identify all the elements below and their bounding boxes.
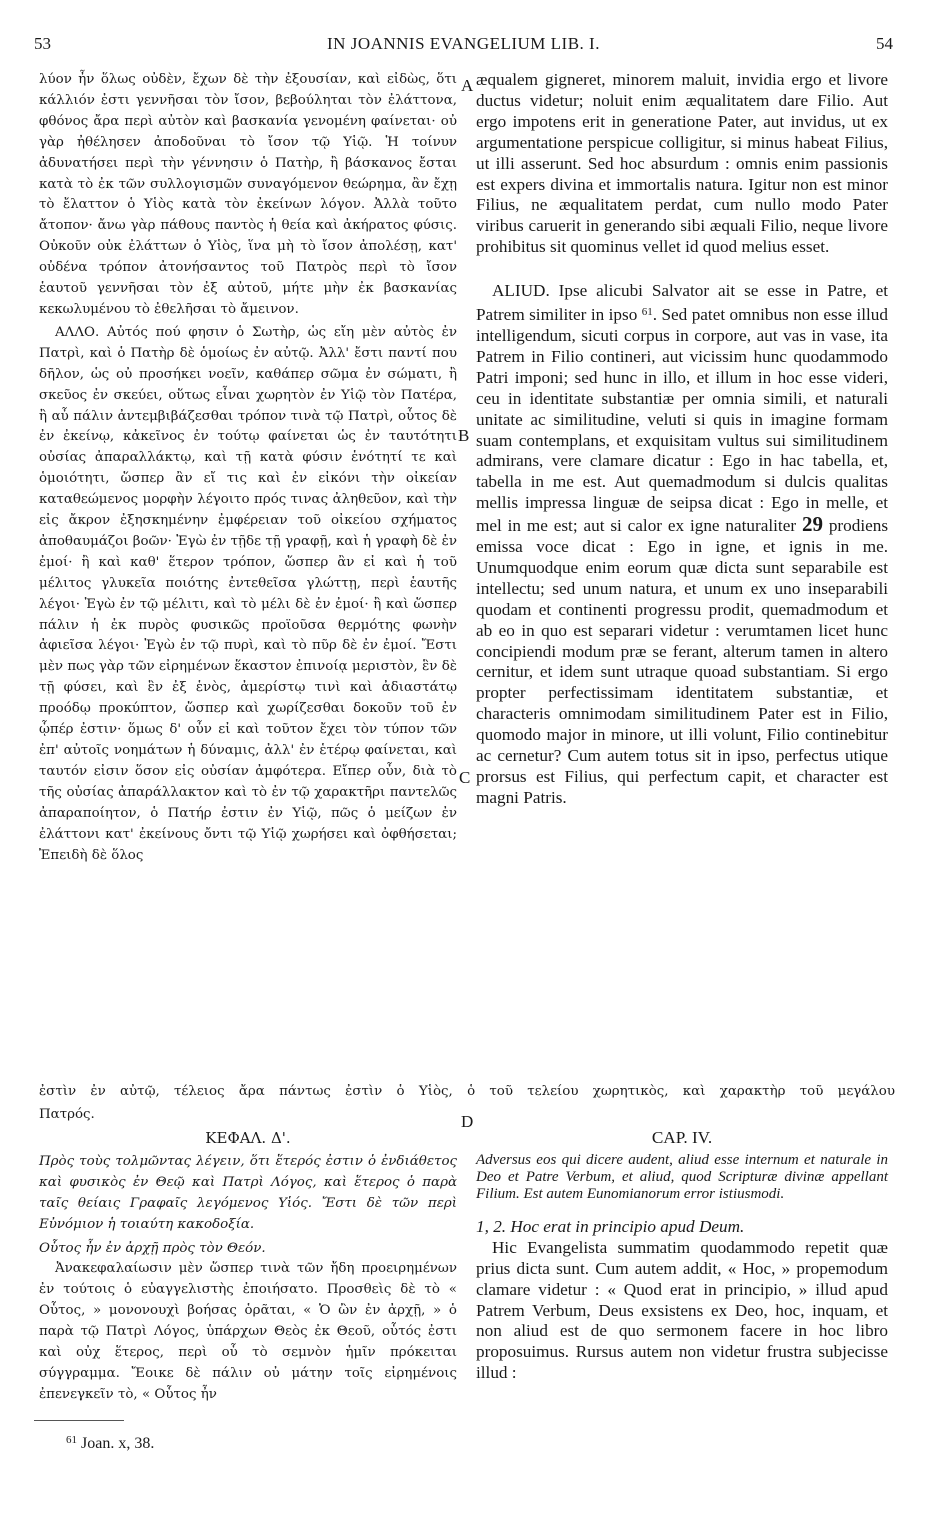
greek-paragraph: λύον ἦν ὅλως οὐδὲν, ἔχων δὲ τὴν ἐξουσίαν, καὶ εἰδὼς, ὅτι κάλλιόν ἐστι γεννῆσαι τὸν ἴσον, βεβούληται τὸν ἐλάττονα, φθόνος ἄρα περὶ αὐτὸν καὶ βασκανία γενομένη φαίνεται· οὐ γὰρ ἠθέλησεν ἀποδοῦναι τὸ ἴσον τῷ Υἱῷ. Ἡ τοίνυν ἀδυνατήσει περὶ τὴν γέννησιν ὁ Πατὴρ, ἢ βάσκανος ἔσται κατὰ τὸ ἐκ τῶν συλλογισμῶν συναγόμενον θεώρημα, ἂν ἔχῃ τὸ ἔλαττον ὁ Υἱὸς κατὰ τὸν ἐκείνων λόγον. Ἀλλὰ τοῦτο ἄτοπον· ἄνω γὰρ πάθους παντὸς ἡ θεία καὶ ἀκήρατος φύσις. Οὐκοῦν οὐκ ἐλάττων ὁ Υἱὸς, ἵνα μὴ τὸ ἴσον ἀπολέσῃ, κατ' οὐδένα τρόπον ἀτονήσαντος τοῦ Πατρὸς περὶ τὸ ἴσον ἑαυτοῦ γεννῆσαι τὸν ἐξ αὐτοῦ, μήτε μὴν ἐκ βασκανίας κεκωλυμένου τὸ ἐθελῆσαι τὸ ἄμεινον. bbox=[39, 72, 457, 317]
footnote-text: Joan. x, 38. bbox=[81, 1435, 155, 1452]
footnote bbox=[66, 1434, 154, 1453]
latin-chapter-title: CAP. IV. bbox=[651, 1128, 713, 1147]
latin-verse: 1, 2. Hoc erat in principio apud Deum. bbox=[476, 1216, 745, 1236]
footnote-number: 61 bbox=[66, 1434, 77, 1446]
footnote-divider bbox=[34, 1420, 124, 1421]
footnote-reference: 61 bbox=[641, 306, 653, 319]
running-header bbox=[34, 34, 893, 60]
page-number-right: 54 bbox=[876, 34, 893, 53]
latin-column bbox=[476, 70, 888, 809]
margin-letter-b: B bbox=[458, 426, 470, 445]
latin-paragraph: æqualem gigneret, minorem maluit, invidia ergo et livore ductus videtur; noluit enim æqualitatem dare Filio. Aut ergo impotens erit in generatione Pater, aut invidus, ut ex argumentatione perspicue colligitur, si minus habeat Filius, ut illi asserunt. Sed hoc absurdum : omnis enim passionis est expers divina et immortalis natura. Igitur non est minor Filius, ne æqualitatem perdat, cum nullo modo Pater viribus caruerit in generando sibi æquali Filio, neque livore prohibitus sit quominus vellet id quod melius esset. bbox=[476, 70, 888, 257]
greek-chapter-heading: Πρὸς τοὺς τολμῶντας λέγειν, ὅτι ἕτερός ἐστιν ὁ ἐνδιάθετος καὶ φυσικὸς ἐν Θεῷ καὶ Πατρὶ Λόγος, καὶ ἕτερος ὁ παρὰ ταῖς θείαις Γραφαῖς λεγόμενος Υἱός. Ἔστι δὲ τῶν περὶ Εὐνόμιον ἡ τοιαύτη κακοδοξία. bbox=[39, 1153, 457, 1232]
latin-paragraph: Hic Evangelista summatim quodammodo repetit quæ prius dicta sunt. Cum autem addit, « Hoc, » propemodum clamare videtur : « Quod erat in principio, » illud apud Patrem Verbum, Deus exsistens ex Deo, hoc, inquam, et non aliud est de quo sermonem facere in hoc libro proposuimus. Rursus autem non videtur frustra subjecisse illud : bbox=[476, 1237, 888, 1383]
greek-paragraph: Ἀνακεφαλαίωσιν μὲν ὥσπερ τινὰ τῶν ἤδη προειρημένων ἐν τούτοις ὁ εὐαγγελιστὴς ἐποιήσατο. Προσθεὶς δὲ τὸ « Οὗτος, » μονονουχὶ βοήσας ὁρᾶται, « Ὁ ὢν ἐν ἀρχῇ, » ὁ παρὰ τῷ Πατρὶ Λόγος, ὑπάρχων Θεὸς ἐκ Θεοῦ, οὗτός ἐστι καὶ οὐχ ἕτερος, περὶ οὗ τὸ σεμνὸν ἡμῖν πρόκειται σύγγραμμα. Ἔοικε δὲ πάλιν οὐ μάτην τοῖς εἰρημένοις ἐπενεγκεῖν τὸ, « Οὗτος ἦν bbox=[39, 1261, 457, 1402]
greek-verse: Οὗτος ἦν ἐν ἀρχῇ πρὸς τὸν Θεόν. bbox=[39, 1240, 266, 1256]
latin-paragraph: ALIUD. Ipse alicubi Salvator ait se esse in Patre, et Patrem similiter in ipso $^{61}$. Sed patet omnibus non esse illud intelligendum, sicuti corpus in corpore, aut vas in vase, ita Patrem in Filio contineri, aut vicissim hunc quodammodo Patri imponi; sed hunc in illo, et illum in hoc esse videri, ceu in identitate substantiæ per omnia simili, et naturali unitate ac similitudine, veluti si quis in imagine formam suam contemplans, et exquisitam vultus sui similitudinem admirans, vere clamare dicatur : Ego in hac tabella, et, tabella in me est. Aut quemadmodum si dulcis qualitas mellis impressa linguæ de seipsa dicat : Ego in melle, et mel in me est; aut si calor ex igne naturaliter 29 prodiens emissa voce dicat : Ego in igne, et ignis in me. Unumquodque enim eorum quæ dicta sunt separabile est intellectu; sed unum natura, et unum ex uno inseparabili quodam et continenti progressu prodit, quemadmodum et ab eo in quo est separari videtur : verumtamen licet hunc concipiendi modum præ se ferant, alterum tamen in altero cernitur, et idem sunt utraque quoad substantiam. Si ergo propter perfectissimam identitatem substantiæ, et characteris omnimodam similitudinem Pater est in Filio, quomodo major in minore, ut illi volunt, Filio continebitur ac cernetur? Cum autem totus sit in ipso, perfectus utique prorsus est Filius, qui perfectum capit, et character est magni Patris. bbox=[476, 281, 889, 807]
page-number-left: 53 bbox=[34, 34, 51, 53]
greek-column bbox=[39, 70, 457, 866]
latin-chapter-heading: Adversus eos qui dicere audent, aliud esse internum et naturale in Deo et Patre Verbum, et aliud, quod Scripturæ divinæ appellant Filium. Est autem Eunomianorum error istiusmodi. bbox=[476, 1151, 888, 1202]
latin-chapter bbox=[476, 1128, 888, 1384]
column-number: 29 bbox=[801, 512, 823, 537]
running-title: IN JOANNIS EVANGELIUM LIB. I. bbox=[327, 34, 600, 53]
margin-letter-a: A bbox=[461, 76, 474, 95]
margin-letter-d: D bbox=[461, 1112, 474, 1131]
greek-paragraph: ΑΛΛΟ. Αὐτός πού φησιν ὁ Σωτὴρ, ὡς εἴη μὲν αὐτὸς ἐν Πατρὶ, καὶ ὁ Πατὴρ δὲ ὁμοίως ἐν αὐτῷ. Ἀλλ' ἔστι παντί που δῆλον, ὡς οὐ προσήκει νοεῖν, καθάπερ σῶμα ἐν σώματι, ἢ σκεῦος ἐν σκεύει, οὕτως εἶναι χωρητὸν ἐν Υἱῷ τὸν Πατέρα, ἢ αὖ πάλιν ἀντεμβιβάζεσθαι τρόπον τινὰ τῷ Πατρὶ, οὗτος δὲ ἐν ἐκείνῳ, κἀκεῖνος ἐν τούτῳ φαίνεται ὡς ἐν ταυτότητι οὐσίας ἀπαραλλάκτῳ, καὶ τῇ κατὰ φύσιν ἑνότητί τε καὶ ὁμοιότητι, ὥσπερ ἂν εἴ τις καὶ ἐν εἰκόνι τὴν οἰκείαν καταθεώμενος μορφὴν λέγοιτο πρός τινας ἀληθεῦον, καὶ τὴν εἰς ἄκρον ἐξησκημένην ἐμφέρειαν τοῦ οἰκείου σχήματος ἀποθαυμάζοι βοῶν· Ἐγὼ ἐν τῇδε τῇ γραφῇ, καὶ ἡ γραφὴ δὲ ἐν ἐμοί· ἢ καὶ καθ' ἕτερον τρόπον, ὥσπερ ἂν εἰ καὶ ἡ τοῦ μέλιτος γλυκεῖα ποιότης ἐντεθεῖσα γλώττῃ, περὶ ἑαυτῆς λέγοι· Ἐγὼ ἐν τῷ μέλιτι, καὶ τὸ μέλι δὲ ἐν ἐμοί· ἢ καὶ ὥσπερ πάλιν ἡ ἐκ πυρὸς φυσικῶς προϊοῦσα θερμότης φωνὴν ἀφιεῖσα λέγοι· Ἐγὼ ἐν τῷ πυρὶ, καὶ τὸ πῦρ δὲ ἐν ἐμοί. Ἔστι μὲν πως γὰρ τῶν εἰρημένων ἕκαστον ἐπινοίᾳ μεριστὸν, ἓν δὲ τῇ φύσει, καὶ ἓν ἐξ ἑνὸς, ἀμερίστῳ τινὶ καὶ ἀδιαστάτῳ προόδῳ προκύπτον, ὥσπερ καὶ χωρίζεσθαι δοκοῦν τοῦ ἐν ᾧπέρ ἐστιν· ὅμως δ' οὖν εἰ καὶ τοῦτον ἔχει τὸν τύπον τῶν ἐπ' αὐτοῖς νοημάτων ἡ δύναμις, ἀλλ' ἐν ἑτέρῳ φαίνεται, καὶ ταυτόν εἰσιν ὅσον εἰς οὐσίαν ἀμφότερα. Εἴπερ οὖν, διὰ τὸ τῆς οὐσίας ἀπαράλλακτον καὶ τὸ ἐν τῷ χαρακτῆρι παντελῶς ἀπαραποίητον, ὁ Πατήρ ἐστιν ἐν Υἱῷ, πῶς ὁ μείζων ἐν ἐλάττονι κατ' ἐκείνους ὄντι τῷ Υἱῷ χωρήσει καὶ ὀφθήσεται; Ἐπειδὴ δὲ ὅλος bbox=[39, 324, 457, 863]
margin-letter-c: C bbox=[459, 768, 471, 787]
greek-continuation-line: ἐστὶν ἐν αὐτῷ, τέλειος ἄρα πάντως ἐστὶν ὁ Υἱὸς, ὁ τοῦ τελείου χωρητικὸς, καὶ χαρακτὴρ τοῦ μεγάλου bbox=[39, 1084, 895, 1099]
greek-continuation-end: Πατρός. bbox=[39, 1107, 95, 1122]
greek-chapter-title: ΚΕΦΑΛ. Δ'. bbox=[205, 1129, 291, 1147]
greek-chapter bbox=[39, 1128, 457, 1406]
